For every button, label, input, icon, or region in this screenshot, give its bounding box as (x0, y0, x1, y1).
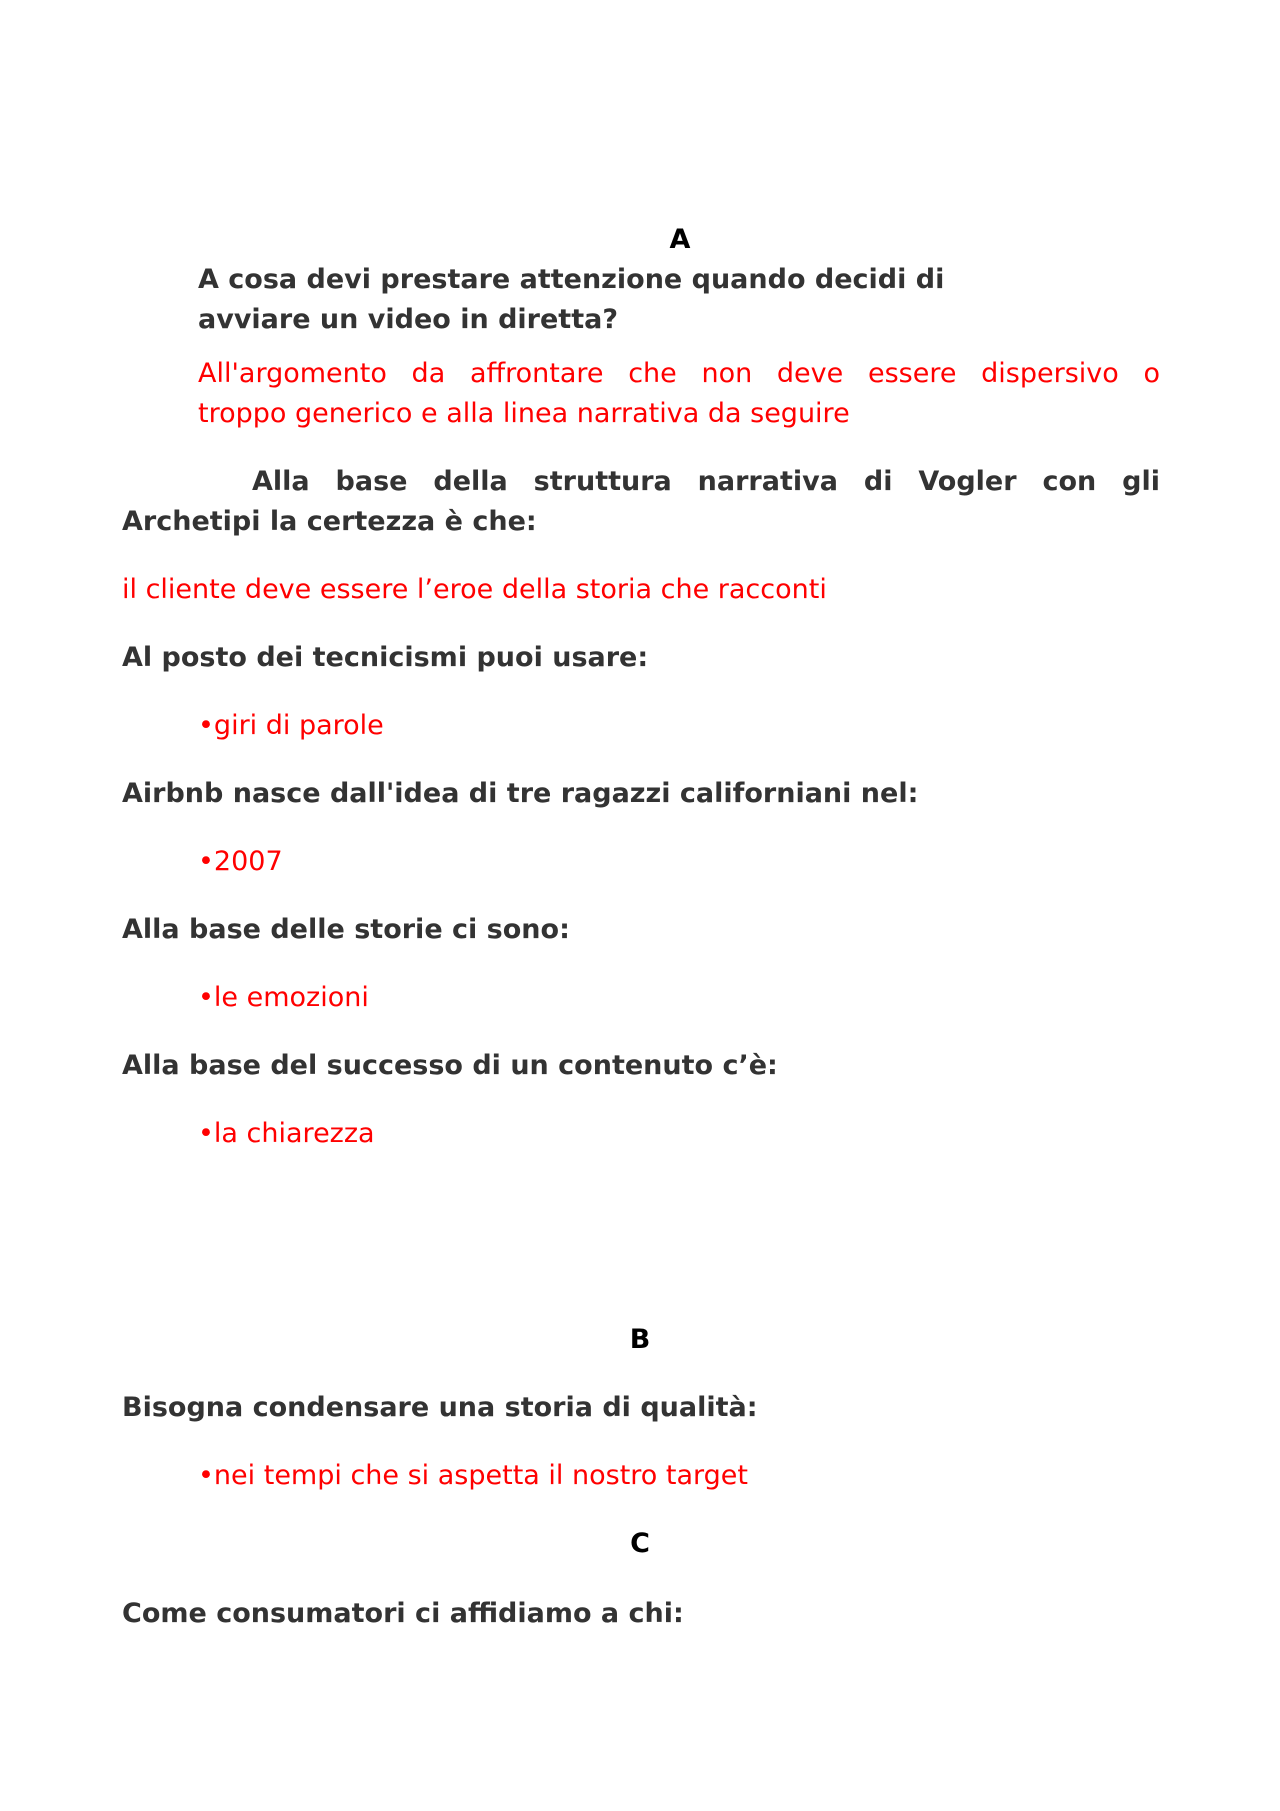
answer-airbnb: •2007 (198, 846, 283, 877)
answer-vogler: il cliente deve essere l’eroe della storia che racconti (122, 574, 827, 605)
section-heading-a: A (669, 224, 691, 255)
question-live-video-line2: avviare un video in diretta? (198, 304, 618, 335)
question-airbnb: Airbnb nasce dall'idea di tre ragazzi californiani nel: (122, 778, 919, 809)
question-consumatori: Come consumatori ci affidiamo a chi: (122, 1598, 684, 1629)
question-successo: Alla base del successo di un contenuto c’è: (122, 1050, 778, 1081)
answer-live-video-line1: All'argomento da affrontare che non deve essere dispersivo o (198, 358, 1160, 389)
question-storie: Alla base delle storie ci sono: (122, 914, 570, 945)
answer-condensare: •nei tempi che si aspetta il nostro target (198, 1460, 748, 1491)
question-condensare: Bisogna condensare una storia di qualità: (122, 1392, 758, 1423)
answer-storie: •le emozioni (198, 982, 369, 1013)
question-vogler-line2: Archetipi la certezza è che: (122, 506, 537, 537)
question-tecnicismi: Al posto dei tecnicismi puoi usare: (122, 642, 649, 673)
section-heading-c: C (630, 1528, 650, 1559)
section-heading-b: B (629, 1324, 651, 1355)
answer-live-video-line2: troppo generico e alla linea narrativa da seguire (198, 398, 850, 429)
answer-tecnicismi: •giri di parole (198, 710, 384, 741)
answer-successo: •la chiarezza (198, 1118, 375, 1149)
question-vogler-line1: Alla base della struttura narrativa di Vogler con gli (252, 466, 1160, 497)
question-live-video-line1: A cosa devi prestare attenzione quando decidi di (198, 264, 945, 295)
